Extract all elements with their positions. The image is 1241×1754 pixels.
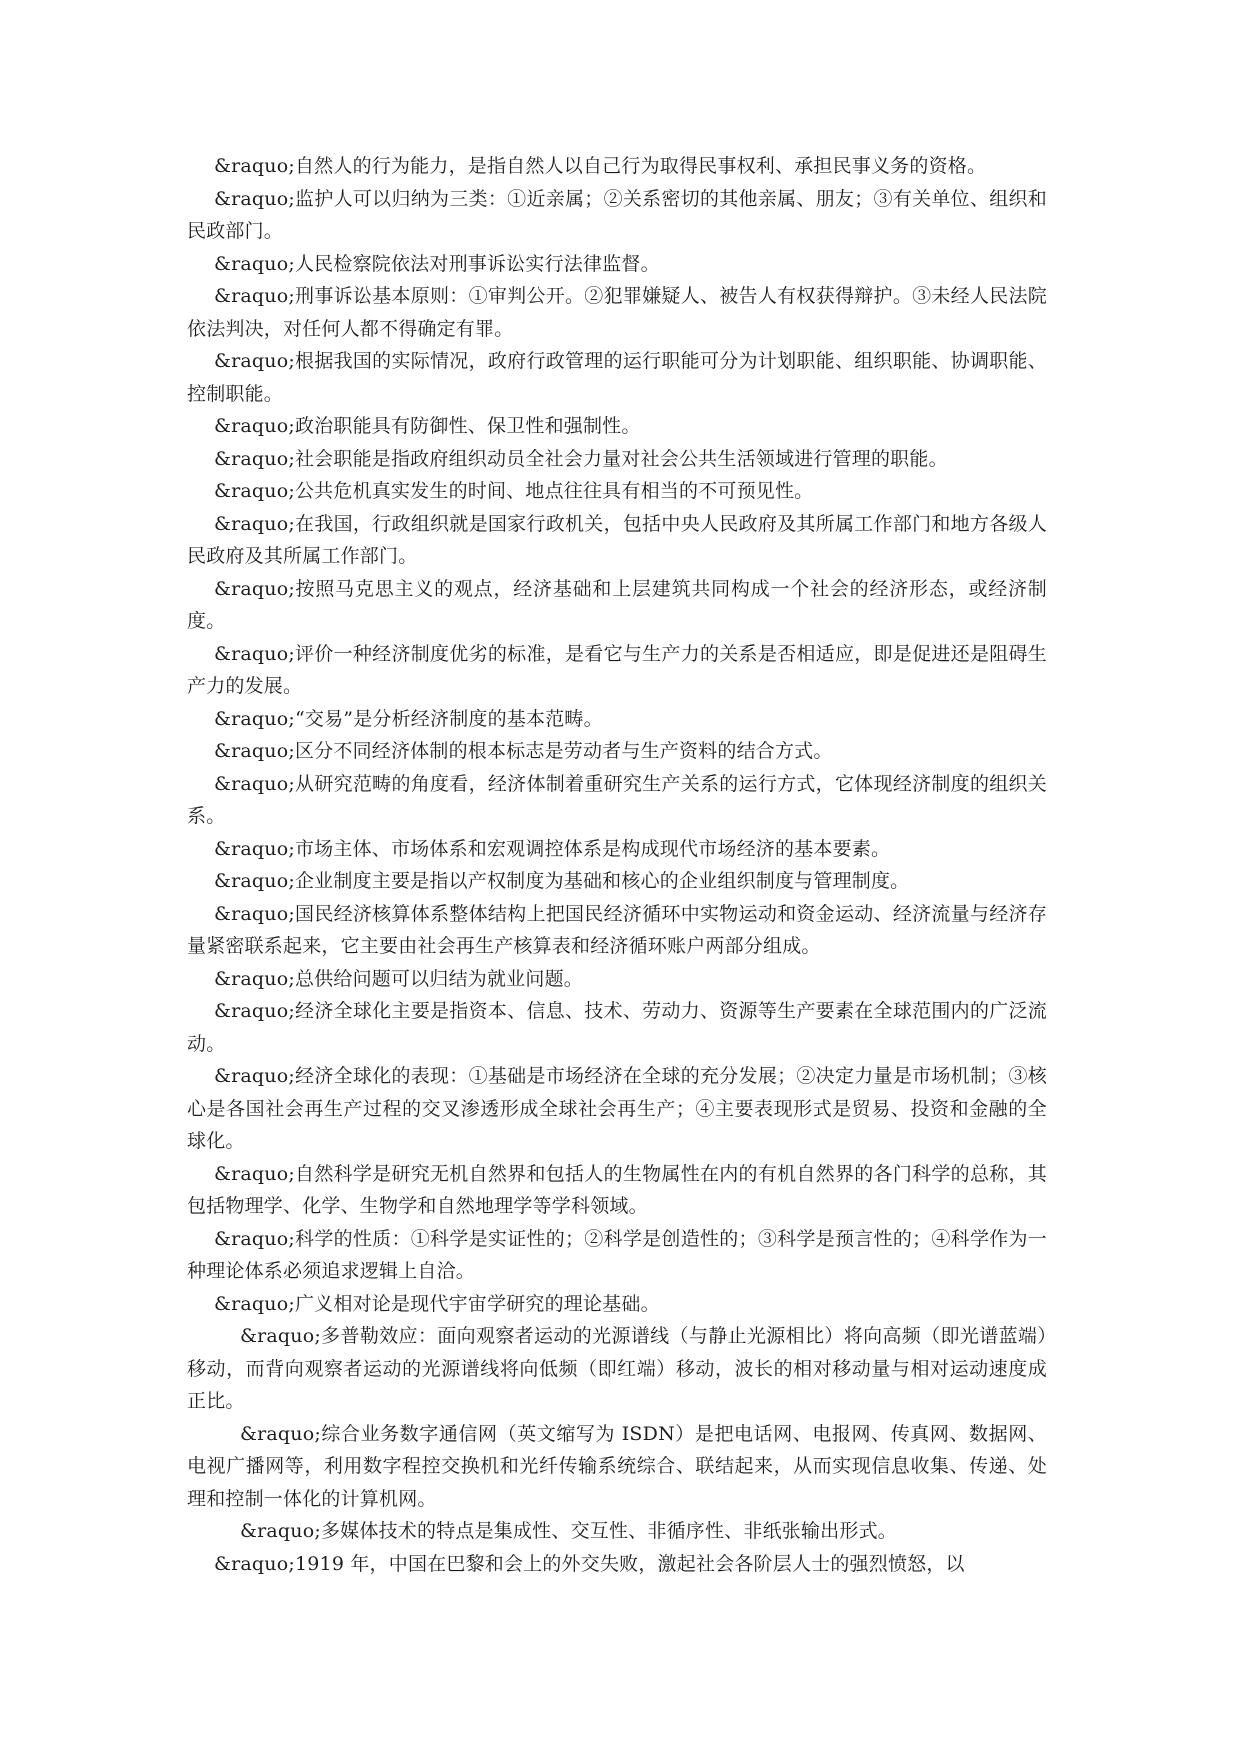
paragraph: &raquo;经济全球化的表现：①基础是市场经济在全球的充分发展；②决定力量是市场机制；③核心是各国社会再生产过程的交叉渗透形成全球社会再生产；④主要表现形式是贸易、投资和金融的全球化。 — [187, 1065, 1047, 1152]
paragraph: &raquo;科学的性质：①科学是实证性的；②科学是创造性的；③科学是预言性的；④科学作为一种理论体系必须追求逻辑上自洽。 — [187, 1227, 1047, 1282]
paragraph: &raquo;综合业务数字通信网（英文缩写为 ISDN）是把电话网、电报网、传真网、数据网、电视广播网等，利用数字程控交换机和光纤传输系统综合、联结起来，从而实现信息收集、传递、处理和控制一体化的计算机网。 — [187, 1422, 1047, 1510]
paragraph: &raquo;从研究范畴的角度看，经济体制着重研究生产关系的运行方式，它体现经济制度的组织关系。 — [187, 772, 1047, 827]
paragraph: &raquo;社会职能是指政府组织动员全社会力量对社会公共生活领域进行管理的职能。 — [214, 447, 948, 470]
paragraph: &raquo;经济全球化主要是指资本、信息、技术、劳动力、资源等生产要素在全球范围内的广泛流动。 — [187, 1000, 1047, 1055]
paragraph: &raquo;评价一种经济制度优劣的标准，是看它与生产力的关系是否相适应，即是促进还是阻碍生产力的发展。 — [187, 642, 1047, 697]
paragraph: &raquo;总供给问题可以归结为就业问题。 — [214, 967, 583, 990]
paragraph: &raquo;多媒体技术的特点是集成性、交互性、非循序性、非纸张输出形式。 — [240, 1520, 897, 1542]
paragraph: &raquo;按照马克思主义的观点，经济基础和上层建筑共同构成一个社会的经济形态，或经济制度。 — [187, 577, 1047, 632]
paragraph: &raquo;“交易”是分析经济制度的基本范畴。 — [214, 707, 603, 730]
paragraph: &raquo;自然人的行为能力，是指自然人以自己行为取得民事权利、承担民事义务的资格。 — [214, 155, 987, 177]
paragraph: &raquo;区分不同经济体制的根本标志是劳动者与生产资料的结合方式。 — [214, 740, 833, 762]
paragraph: &raquo;1919 年，中国在巴黎和会上的外交失败，激起社会各阶层人士的强烈愤怒，以 — [214, 1552, 965, 1575]
paragraph: &raquo;多普勒效应：面向观察者运动的光源谱线（与静止光源相比）将向高频（即光谱蓝端）移动，而背向观察者运动的光源谱线将向低频（即红端）移动，波长的相对移动量与相对运动速度成正比。 — [187, 1325, 1047, 1412]
paragraph: &raquo;公共危机真实发生的时间、地点往往具有相当的不可预见性。 — [214, 480, 814, 502]
paragraph: &raquo;政治职能具有防御性、保卫性和强制性。 — [214, 415, 641, 437]
paragraph: &raquo;刑事诉讼基本原则：①审判公开。②犯罪嫌疑人、被告人有权获得辩护。③未经人民法院依法判决，对任何人都不得确定有罪。 — [187, 285, 1047, 340]
paragraph: &raquo;广义相对论是现代宇宙学研究的理论基础。 — [214, 1292, 660, 1315]
paragraph: &raquo;企业制度主要是指以产权制度为基础和核心的企业组织制度与管理制度。 — [214, 870, 910, 892]
paragraph: &raquo;根据我国的实际情况，政府行政管理的运行职能可分为计划职能、组织职能、协调职能、控制职能。 — [187, 350, 1047, 405]
paragraph: &raquo;人民检察院依法对刑事诉讼实行法律监督。 — [214, 252, 660, 275]
paragraph: &raquo;在我国，行政组织就是国家行政机关，包括中央人民政府及其所属工作部门和地方各级人民政府及其所属工作部门。 — [187, 512, 1047, 567]
paragraph: &raquo;自然科学是研究无机自然界和包括人的生物属性在内的有机自然界的各门科学的总称，其包括物理学、化学、生物学和自然地理学等学科领域。 — [187, 1162, 1047, 1217]
paragraph: &raquo;监护人可以归纳为三类：①近亲属；②关系密切的其他亲属、朋友；③有关单位、组织和民政部门。 — [187, 187, 1047, 242]
document-page — [187, 150, 1047, 1580]
paragraph: &raquo;国民经济核算体系整体结构上把国民经济循环中实物运动和资金运动、经济流量与经济存量紧密联系起来，它主要由社会再生产核算表和经济循环账户两部分组成。 — [187, 902, 1047, 957]
paragraph: &raquo;市场主体、市场体系和宏观调控体系是构成现代市场经济的基本要素。 — [214, 837, 891, 860]
